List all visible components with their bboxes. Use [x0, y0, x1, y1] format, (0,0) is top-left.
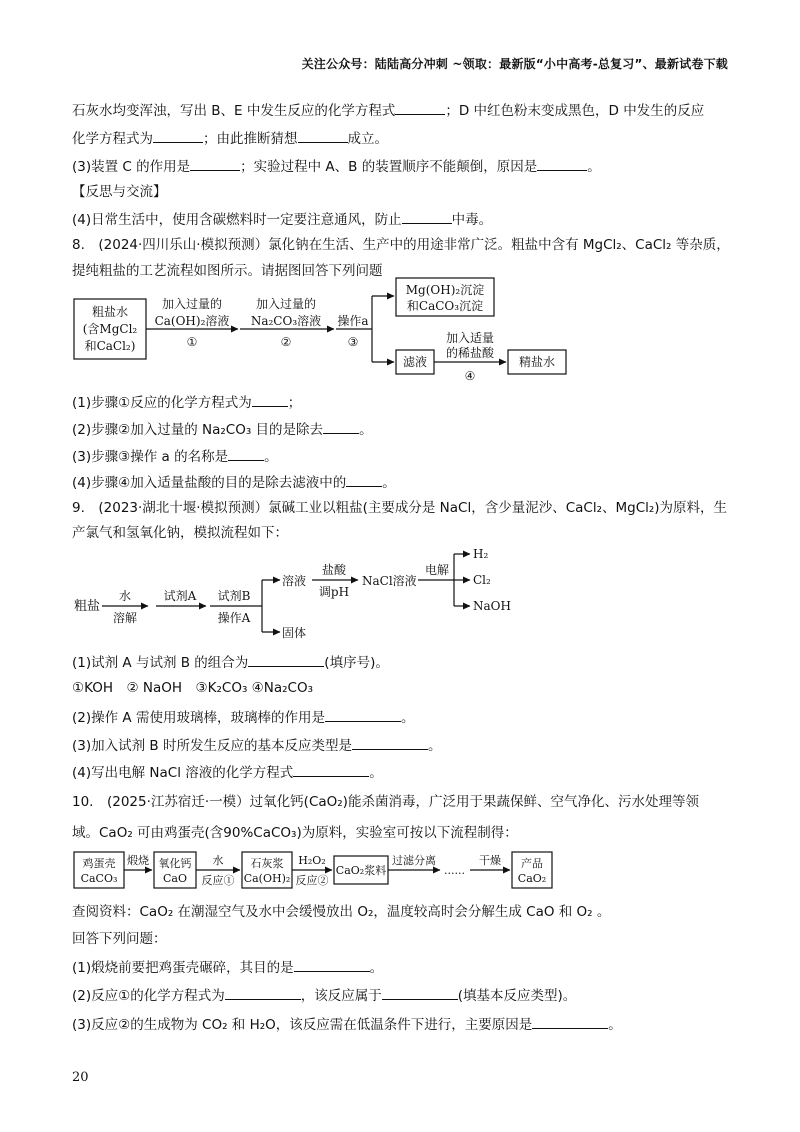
step3-label: 操作a	[337, 314, 369, 328]
answer-blank[interactable]	[352, 735, 428, 750]
dissolve-label: 溶解	[112, 611, 138, 625]
text: (填基本反应类型)。	[457, 988, 577, 1004]
product-label: 精盐水	[518, 355, 556, 369]
text: ；	[287, 395, 302, 411]
text: (1)煅烧前要把鸡蛋壳碾碎，其目的是	[72, 960, 294, 976]
filtrate-label: 滤液	[402, 355, 428, 369]
q8-part2	[72, 419, 373, 439]
ellipsis: ......	[444, 864, 465, 877]
answer-blank[interactable]	[532, 1014, 608, 1029]
lime-slurry-label: 石灰浆	[250, 857, 284, 870]
text: (2)反应①的化学方程式为	[72, 988, 225, 1004]
calcine-label: 煅烧	[127, 854, 149, 867]
final-product-formula: CaO₂	[517, 872, 547, 885]
step4-label: 加入适量	[445, 331, 495, 345]
q9-part1	[72, 652, 389, 672]
text: (1)步骤①反应的化学方程式为	[72, 395, 252, 411]
solution-label: 溶液	[282, 574, 307, 588]
q9-stem-line2: 产氯气和氢氧化钠，模拟流程如下：	[72, 525, 288, 541]
step2-label: Na₂CO₃溶液	[250, 314, 322, 328]
text: ；由此推断猜想	[203, 131, 298, 147]
final-product-label: 产品	[521, 857, 543, 870]
answer-blank[interactable]	[293, 762, 369, 777]
answer-blank[interactable]	[325, 707, 401, 722]
reaction2-label: 反应②	[295, 874, 329, 887]
text: (4)日常生活中，使用含碳燃料时一定要注意通风，防止	[72, 212, 402, 228]
q10-stem-line2: 域。CaO₂ 可由鸡蛋壳(含90%CaCO₃)为原料，实验室可按以下流程制得：	[72, 825, 518, 841]
step2-label: 加入过量的	[255, 297, 317, 311]
q8-flowchart	[74, 278, 566, 383]
step3-number: ③	[347, 335, 359, 349]
q8-stem-line1: 8. (2024·四川乐山·模拟预测）氯化钠在生活、生产中的用途非常广泛。粗盐中含有 MgCl₂、CaCl₂ 等杂质，	[72, 237, 730, 253]
answer-blank[interactable]	[228, 446, 264, 461]
text: 。	[400, 710, 415, 726]
water-label: 水	[212, 854, 224, 867]
answer-blank[interactable]	[225, 985, 301, 1000]
q9-stem-line1: 9. (2023·湖北十堰·模拟预测）氯碱工业以粗盐(主要成分是 NaCl，含少量泥沙、CaCl₂、MgCl₂)为原料，生	[72, 500, 728, 516]
text: 化学方程式为	[72, 131, 153, 147]
step2-number: ②	[280, 335, 292, 349]
cao-formula: CaO	[163, 872, 187, 885]
step4-number: ④	[464, 369, 476, 383]
naoh-label: NaOH	[473, 599, 511, 613]
text: 。	[369, 765, 383, 781]
q8-part1	[72, 392, 301, 412]
text: (填序号)。	[324, 655, 389, 671]
q8-stem-line2: 提纯粗盐的工艺流程如图所示。请据图回答下列问题	[72, 263, 383, 279]
answer-blank[interactable]	[252, 392, 288, 407]
q9-flowchart	[74, 547, 511, 640]
q10-part3	[72, 1014, 622, 1034]
q10-stem-line1: 10. (2025·江苏宿迁·一模）过氧化钙(CaO₂)能杀菌消毒，广泛用于果蔬保鲜、空气净化、污水处理等领	[72, 794, 699, 810]
answer-blank[interactable]	[248, 652, 324, 667]
cao2-slurry-label: CaO₂浆料	[335, 864, 387, 877]
text: 石灰水均变浑浊，写出 B、E 中发生反应的化学方程式	[72, 103, 396, 119]
text: (2)操作 A 需使用玻璃棒，玻璃棒的作用是	[72, 710, 325, 726]
precipitate-label: Mg(OH)₂沉淀	[405, 283, 485, 297]
reagent-a-label: 试剂A	[163, 589, 197, 603]
h2-label: H₂	[473, 547, 489, 561]
q9-options: ①KOH ② NaOH ③K₂CO₃ ④Na₂CO₃	[72, 680, 314, 696]
crude-salt-label: 粗盐	[74, 599, 101, 614]
q10-answer-prompt: 回答下列问题：	[72, 931, 167, 947]
operation-a-label: 操作A	[217, 611, 251, 625]
text: (1)试剂 A 与试剂 B 的组合为	[72, 655, 249, 671]
step1-label: 加入过量的	[161, 297, 223, 311]
text: (4)步骤④加入适量盐酸的目的是除去滤液中的	[72, 475, 347, 491]
step1-label: Ca(OH)₂溶液	[154, 314, 230, 328]
text: (3)反应②的生成物为 CO₂ 和 H₂O，该反应需在低温条件下进行，主要原因是	[72, 1017, 533, 1033]
reagent-b-label: 试剂B	[217, 589, 251, 603]
adjust-ph-label: 调pH	[318, 585, 350, 599]
nacl-solution-label: NaCl溶液	[362, 574, 417, 588]
dry-label: 干燥	[479, 854, 501, 867]
filter-label: 过滤分离	[392, 854, 436, 867]
crude-brine-label: 和CaCl₂)	[84, 339, 136, 353]
crude-brine-label: 粗盐水	[91, 305, 129, 319]
text: (3)装置 C 的作用是	[72, 159, 191, 175]
text: 。	[608, 1017, 622, 1033]
text: (3)加入试剂 B 时所发生反应的基本反应类型是	[72, 738, 352, 754]
answer-blank[interactable]	[382, 985, 458, 1000]
answer-blank[interactable]	[323, 419, 359, 434]
text: ；实验过程中 A、B 的装置顺序不能颠倒，原因是	[240, 159, 538, 175]
text: (3)步骤③操作 a 的名称是	[72, 449, 229, 465]
step4-label: 的稀盐酸	[445, 346, 495, 360]
lime-slurry-formula: Ca(OH)₂	[243, 872, 291, 885]
q10-part1	[72, 957, 383, 977]
q10-part2	[72, 985, 576, 1005]
hcl-label: 盐酸	[321, 563, 347, 577]
text: 成立。	[347, 131, 388, 147]
eggshell-formula: CaCO₃	[80, 872, 118, 885]
answer-blank[interactable]	[294, 957, 370, 972]
text: 。	[587, 159, 601, 175]
text: 。	[264, 449, 278, 465]
text: 中毒。	[451, 212, 493, 228]
q9-part3	[72, 735, 441, 755]
q10-info: 查阅资料：CaO₂ 在潮湿空气及水中会缓慢放出 O₂，温度较高时会分解生成 CaO 和 O₂ 。	[72, 904, 611, 920]
electrolysis-label: 电解	[424, 563, 450, 577]
eggshell-label: 鸡蛋壳	[82, 857, 116, 870]
q7-reflect-heading: 【反思与交流】	[72, 184, 167, 200]
cao-label: 氧化钙	[158, 857, 192, 870]
water-label: 水	[118, 589, 132, 603]
answer-blank[interactable]	[346, 472, 382, 487]
text: 。	[359, 422, 373, 438]
step1-number: ①	[186, 335, 198, 349]
text: ，该反应属于	[300, 988, 382, 1004]
q10-flowchart	[74, 852, 552, 888]
crude-brine-label: (含MgCl₂	[82, 322, 138, 336]
q8-part4	[72, 472, 396, 492]
cl2-label: Cl₂	[473, 573, 491, 587]
page-number: 20	[72, 1070, 89, 1085]
page-header: 关注公众号：陆陆高分冲刺 ~领取：最新版“小中高考-总复习”、最新试卷下载	[301, 57, 728, 71]
text: 。	[369, 960, 384, 976]
h2o2-label: H₂O₂	[298, 854, 326, 867]
solid-label: 固体	[282, 626, 307, 640]
q8-part3	[72, 446, 278, 466]
precipitate-label: 和CaCO₃沉淀	[406, 299, 484, 313]
text: ；D 中红色粉末变成黑色，D 中发生的反应	[445, 103, 705, 119]
q9-part4	[72, 762, 383, 782]
text: (4)写出电解 NaCl 溶液的化学方程式	[72, 765, 294, 781]
text: (2)步骤②加入过量的 Na₂CO₃ 目的是除去	[72, 422, 324, 438]
q9-part2	[72, 707, 414, 727]
text: 。	[427, 738, 442, 754]
text: 。	[382, 475, 396, 491]
reaction1-label: 反应①	[201, 874, 235, 887]
